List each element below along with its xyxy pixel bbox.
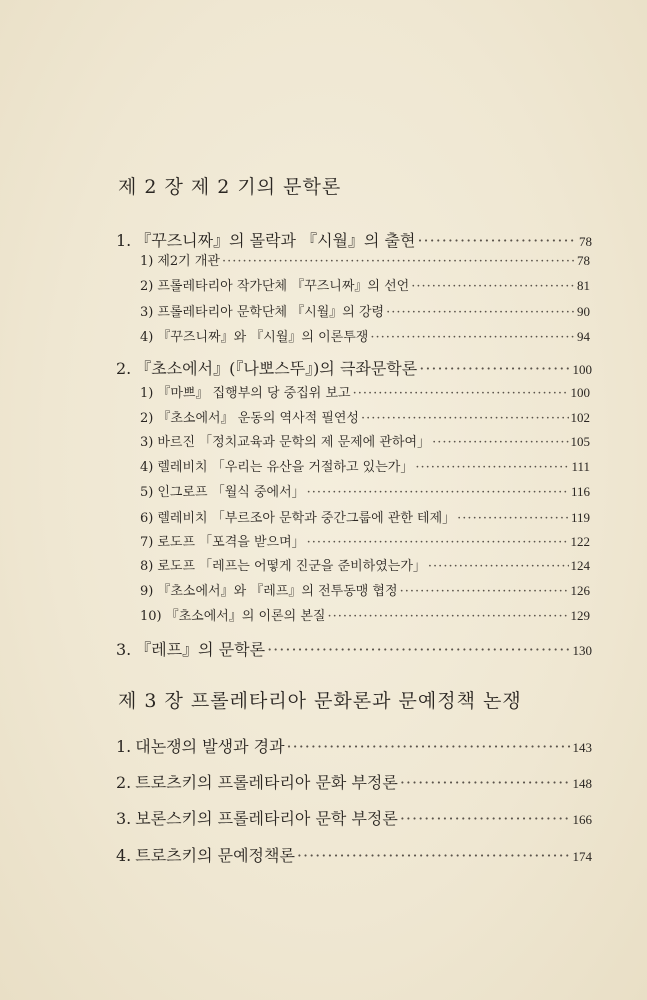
toc-entry[interactable]: [0, 407, 647, 429]
item-number: 3): [140, 435, 154, 450]
section-number: 3.: [116, 640, 132, 659]
leader-dots: [370, 330, 575, 345]
section-number: 2.: [116, 359, 132, 378]
chapter-2-heading: 제 2 장 제 2 기의 문학론: [118, 176, 342, 198]
item-number: 2): [140, 411, 154, 426]
toc-entry[interactable]: [0, 326, 647, 348]
page-number: 78: [577, 253, 590, 268]
item-number: 1): [140, 254, 154, 269]
leader-dots: [327, 609, 568, 624]
section-number: 4.: [116, 846, 132, 865]
leader-dots: [267, 640, 570, 659]
leader-dots: [417, 231, 577, 250]
leader-dots: [386, 305, 575, 320]
page-number: 116: [570, 484, 590, 499]
section-title: 대논쟁의 발생과 경과: [135, 737, 285, 756]
item-title: 『초소에서』 운동의 역사적 필연성: [157, 411, 359, 426]
item-title: 인그로프 「월식 중에서」: [157, 485, 305, 500]
page-number: 166: [572, 812, 592, 827]
toc-entry[interactable]: [0, 770, 647, 792]
section-title: 『레프』의 문학론: [135, 640, 266, 659]
leader-dots: [361, 411, 569, 426]
item-title: 로도프 「포격을 받으며」: [157, 535, 305, 550]
toc-entry[interactable]: [0, 301, 647, 323]
section-title: 『초소에서』(『나뽀스뚜』)의 극좌문학론: [135, 359, 418, 378]
section-number: 1.: [116, 737, 132, 756]
page-number: 130: [572, 643, 592, 658]
toc-entry[interactable]: [0, 228, 647, 250]
page-number: 174: [572, 849, 592, 864]
leader-dots: [222, 254, 575, 269]
page-number: 111: [571, 459, 590, 474]
toc-entry[interactable]: [0, 734, 647, 756]
toc-entry[interactable]: [0, 382, 647, 404]
item-title: 프롤레타리아 작가단체 『꾸즈니짜』의 선언: [157, 279, 410, 294]
toc-entry[interactable]: [0, 356, 647, 378]
chapter-3-heading: 제 3 장 프롤레타리아 문화론과 문예정책 논쟁: [118, 690, 522, 712]
toc-entry[interactable]: [0, 580, 647, 602]
leader-dots: [432, 435, 568, 450]
section-title: 트로츠키의 문예정책론: [135, 846, 295, 865]
item-title: 『마쁘』 집행부의 당 중집위 보고: [157, 386, 351, 401]
page-number: 105: [570, 434, 590, 449]
item-title: 『초소에서』의 이론의 본질: [165, 609, 326, 624]
leader-dots: [400, 773, 571, 792]
toc-entry[interactable]: [0, 806, 647, 828]
section-title: 보론스키의 프롤레타리아 문학 부정론: [135, 809, 398, 828]
item-number: 1): [140, 386, 154, 401]
item-title: 제2기 개관: [157, 254, 220, 269]
section-title: 『꾸즈니짜』의 몰락과 『시월』의 출현: [135, 231, 416, 250]
item-number: 8): [140, 559, 154, 574]
toc-entry[interactable]: [0, 637, 647, 659]
toc-entry[interactable]: [0, 507, 647, 529]
toc-entry[interactable]: [0, 250, 647, 272]
section-title: 트로츠키의 프롤레타리아 문화 부정론: [135, 773, 398, 792]
page-number: 126: [570, 583, 590, 598]
item-number: 2): [140, 279, 154, 294]
toc-entry[interactable]: [0, 531, 647, 553]
leader-dots: [287, 737, 571, 756]
toc-entry[interactable]: [0, 605, 647, 627]
toc-entry[interactable]: [0, 431, 647, 453]
item-number: 6): [140, 511, 154, 526]
page-number: 81: [577, 278, 590, 293]
page-number: 124: [570, 558, 590, 573]
page-number: 122: [570, 534, 590, 549]
leader-dots: [428, 559, 569, 574]
leader-dots: [297, 846, 571, 865]
page-number: 102: [570, 410, 590, 425]
leader-dots: [400, 584, 569, 599]
item-title: 프롤레타리아 문학단체 『시월』의 강령: [157, 305, 385, 320]
page-number: 100: [572, 362, 592, 377]
toc-entry[interactable]: [0, 456, 647, 478]
toc-entry[interactable]: [0, 555, 647, 577]
item-title: 렐레비치 「우리는 유산을 거절하고 있는가」: [157, 460, 414, 475]
page-number: 94: [577, 329, 590, 344]
page-number: 119: [570, 510, 590, 525]
item-number: 3): [140, 305, 154, 320]
section-number: 2.: [116, 773, 132, 792]
item-title: 로도프 「레프는 어떻게 진군을 준비하였는가」: [157, 559, 426, 574]
item-title: 『꾸즈니짜』와 『시월』의 이론투쟁: [157, 330, 369, 345]
page-number: 143: [572, 740, 592, 755]
leader-dots: [400, 809, 571, 828]
item-number: 5): [140, 485, 154, 500]
item-title: 렐레비치 「부르조아 문학과 중간그룹에 관한 테제」: [157, 511, 456, 526]
section-number: 1.: [116, 231, 132, 250]
page-number: 78: [579, 234, 592, 249]
toc-entry[interactable]: [0, 481, 647, 503]
page-number: 100: [570, 385, 590, 400]
page-number: 148: [572, 776, 592, 791]
item-title: 『초소에서』와 『레프』의 전투동맹 협정: [157, 584, 398, 599]
leader-dots: [419, 359, 570, 378]
page-number: 90: [577, 304, 590, 319]
toc-entry[interactable]: [0, 275, 647, 297]
section-number: 3.: [116, 809, 132, 828]
leader-dots: [411, 279, 575, 294]
toc-entry[interactable]: [0, 843, 647, 865]
item-number: 10): [140, 609, 162, 624]
leader-dots: [415, 460, 569, 475]
leader-dots: [353, 386, 569, 401]
page-number: 129: [570, 608, 590, 623]
item-number: 4): [140, 460, 154, 475]
item-number: 4): [140, 330, 154, 345]
item-title: 바르진 「정치교육과 문학의 제 문제에 관하여」: [157, 435, 431, 450]
item-number: 9): [140, 584, 154, 599]
leader-dots: [307, 535, 569, 550]
leader-dots: [457, 511, 569, 526]
leader-dots: [307, 485, 569, 500]
item-number: 7): [140, 535, 154, 550]
